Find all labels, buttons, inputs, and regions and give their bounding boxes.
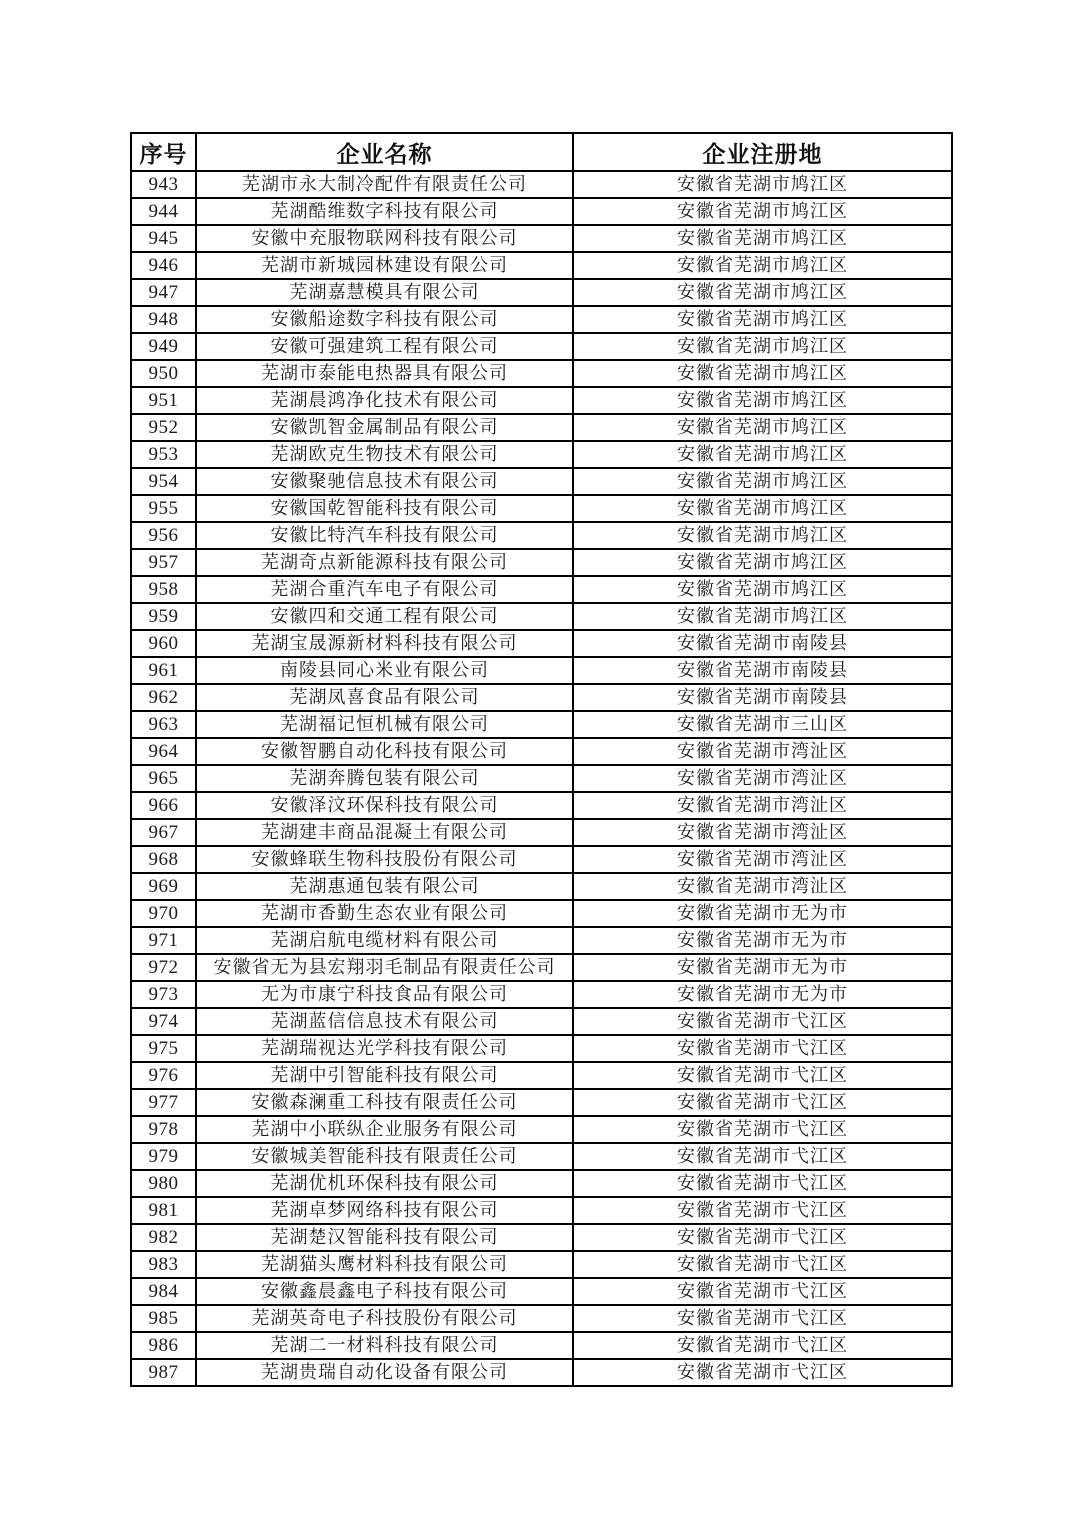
registration-location: 安徽省芜湖市无为市 <box>573 927 952 954</box>
table-row <box>131 549 952 576</box>
row-index: 955 <box>131 495 196 522</box>
table-row <box>131 1278 952 1305</box>
company-name: 南陵县同心米业有限公司 <box>196 657 573 684</box>
company-name: 安徽智鹏自动化科技有限公司 <box>196 738 573 765</box>
table-row <box>131 306 952 333</box>
registration-location: 安徽省芜湖市弋江区 <box>573 1305 952 1332</box>
registration-location: 安徽省芜湖市南陵县 <box>573 657 952 684</box>
registration-location: 安徽省芜湖市鸠江区 <box>573 576 952 603</box>
row-index: 969 <box>131 873 196 900</box>
registration-location: 安徽省芜湖市弋江区 <box>573 1251 952 1278</box>
company-name: 芜湖奔腾包装有限公司 <box>196 765 573 792</box>
company-name: 芜湖奇点新能源科技有限公司 <box>196 549 573 576</box>
table-row <box>131 333 952 360</box>
company-name: 芜湖市永大制冷配件有限责任公司 <box>196 171 573 198</box>
row-index: 974 <box>131 1008 196 1035</box>
company-name: 安徽蜂联生物科技股份有限公司 <box>196 846 573 873</box>
table-row <box>131 252 952 279</box>
company-name: 芜湖嘉慧模具有限公司 <box>196 279 573 306</box>
table-row <box>131 711 952 738</box>
row-index: 972 <box>131 954 196 981</box>
row-index: 960 <box>131 630 196 657</box>
table-row <box>131 360 952 387</box>
registration-location: 安徽省芜湖市弋江区 <box>573 1170 952 1197</box>
company-name: 芜湖启航电缆材料有限公司 <box>196 927 573 954</box>
row-index: 983 <box>131 1251 196 1278</box>
table-row <box>131 279 952 306</box>
company-name: 芜湖卓梦网络科技有限公司 <box>196 1197 573 1224</box>
table-row <box>131 900 952 927</box>
row-index: 982 <box>131 1224 196 1251</box>
row-index: 964 <box>131 738 196 765</box>
company-name: 芜湖市香勤生态农业有限公司 <box>196 900 573 927</box>
row-index: 944 <box>131 198 196 225</box>
row-index: 976 <box>131 1062 196 1089</box>
table-row <box>131 819 952 846</box>
company-name: 安徽城美智能科技有限责任公司 <box>196 1143 573 1170</box>
company-name: 芜湖市泰能电热器具有限公司 <box>196 360 573 387</box>
table-row <box>131 603 952 630</box>
row-index: 970 <box>131 900 196 927</box>
company-name: 安徽鑫晨鑫电子科技有限公司 <box>196 1278 573 1305</box>
company-name: 芜湖中引智能科技有限公司 <box>196 1062 573 1089</box>
row-index: 947 <box>131 279 196 306</box>
header-row <box>131 133 952 171</box>
row-index: 966 <box>131 792 196 819</box>
company-name: 芜湖惠通包装有限公司 <box>196 873 573 900</box>
row-index: 948 <box>131 306 196 333</box>
registration-location: 安徽省芜湖市鸠江区 <box>573 198 952 225</box>
row-index: 956 <box>131 522 196 549</box>
table-row <box>131 1359 952 1386</box>
row-index: 979 <box>131 1143 196 1170</box>
company-name: 芜湖楚汉智能科技有限公司 <box>196 1224 573 1251</box>
registration-location: 安徽省芜湖市鸠江区 <box>573 387 952 414</box>
registration-location: 安徽省芜湖市鸠江区 <box>573 441 952 468</box>
table-row <box>131 792 952 819</box>
table-row <box>131 387 952 414</box>
company-name: 芜湖蓝信信息技术有限公司 <box>196 1008 573 1035</box>
row-index: 973 <box>131 981 196 1008</box>
registration-location: 安徽省芜湖市无为市 <box>573 981 952 1008</box>
company-name: 安徽船途数字科技有限公司 <box>196 306 573 333</box>
registration-location: 安徽省芜湖市弋江区 <box>573 1278 952 1305</box>
table-row <box>131 225 952 252</box>
registration-location: 安徽省芜湖市湾沚区 <box>573 738 952 765</box>
company-name: 芜湖建丰商品混凝土有限公司 <box>196 819 573 846</box>
registration-location: 安徽省芜湖市弋江区 <box>573 1197 952 1224</box>
company-name: 芜湖酷维数字科技有限公司 <box>196 198 573 225</box>
table-row <box>131 846 952 873</box>
company-name: 芜湖猫头鹰材料科技有限公司 <box>196 1251 573 1278</box>
row-index: 943 <box>131 171 196 198</box>
table-row <box>131 522 952 549</box>
row-index: 985 <box>131 1305 196 1332</box>
registration-location: 安徽省芜湖市鸠江区 <box>573 225 952 252</box>
registration-location: 安徽省芜湖市湾沚区 <box>573 873 952 900</box>
company-name: 安徽省无为县宏翔羽毛制品有限责任公司 <box>196 954 573 981</box>
table-header <box>131 133 952 171</box>
registration-location: 安徽省芜湖市鸠江区 <box>573 171 952 198</box>
row-index: 978 <box>131 1116 196 1143</box>
row-index: 953 <box>131 441 196 468</box>
company-name: 芜湖中小联纵企业服务有限公司 <box>196 1116 573 1143</box>
company-name: 安徽比特汽车科技有限公司 <box>196 522 573 549</box>
table-row <box>131 738 952 765</box>
table-row <box>131 873 952 900</box>
company-name: 安徽可强建筑工程有限公司 <box>196 333 573 360</box>
table-row <box>131 1332 952 1359</box>
company-name: 芜湖市新城园林建设有限公司 <box>196 252 573 279</box>
row-index: 977 <box>131 1089 196 1116</box>
table-row <box>131 1035 952 1062</box>
row-index: 971 <box>131 927 196 954</box>
company-name: 安徽中充服物联网科技有限公司 <box>196 225 573 252</box>
row-index: 959 <box>131 603 196 630</box>
row-index: 945 <box>131 225 196 252</box>
registration-location: 安徽省芜湖市弋江区 <box>573 1062 952 1089</box>
header-company-name: 企业名称 <box>196 133 573 171</box>
registration-location: 安徽省芜湖市无为市 <box>573 954 952 981</box>
company-name: 芜湖贵瑞自动化设备有限公司 <box>196 1359 573 1386</box>
registration-location: 安徽省芜湖市鸠江区 <box>573 333 952 360</box>
row-index: 952 <box>131 414 196 441</box>
company-name: 安徽聚驰信息技术有限公司 <box>196 468 573 495</box>
registration-location: 安徽省芜湖市鸠江区 <box>573 603 952 630</box>
row-index: 975 <box>131 1035 196 1062</box>
table-row <box>131 1116 952 1143</box>
company-name: 芜湖凤喜食品有限公司 <box>196 684 573 711</box>
registration-location: 安徽省芜湖市鸠江区 <box>573 468 952 495</box>
table-row <box>131 954 952 981</box>
table-row <box>131 1305 952 1332</box>
row-index: 984 <box>131 1278 196 1305</box>
registration-location: 安徽省芜湖市湾沚区 <box>573 792 952 819</box>
row-index: 951 <box>131 387 196 414</box>
table-row <box>131 495 952 522</box>
table-row <box>131 1062 952 1089</box>
table-row <box>131 981 952 1008</box>
table-body <box>131 171 952 1386</box>
registration-location: 安徽省芜湖市弋江区 <box>573 1332 952 1359</box>
table-row <box>131 1143 952 1170</box>
table-row <box>131 630 952 657</box>
row-index: 967 <box>131 819 196 846</box>
row-index: 949 <box>131 333 196 360</box>
registration-location: 安徽省芜湖市弋江区 <box>573 1089 952 1116</box>
row-index: 986 <box>131 1332 196 1359</box>
row-index: 981 <box>131 1197 196 1224</box>
registration-location: 安徽省芜湖市鸠江区 <box>573 522 952 549</box>
table-row <box>131 1089 952 1116</box>
company-name: 芜湖宝晟源新材料科技有限公司 <box>196 630 573 657</box>
row-index: 962 <box>131 684 196 711</box>
table-row <box>131 1251 952 1278</box>
row-index: 946 <box>131 252 196 279</box>
row-index: 968 <box>131 846 196 873</box>
company-name: 芜湖福记恒机械有限公司 <box>196 711 573 738</box>
row-index: 987 <box>131 1359 196 1386</box>
registration-location: 安徽省芜湖市鸠江区 <box>573 549 952 576</box>
registration-location: 安徽省芜湖市南陵县 <box>573 684 952 711</box>
table-row <box>131 1224 952 1251</box>
table-row <box>131 198 952 225</box>
company-name: 安徽凯智金属制品有限公司 <box>196 414 573 441</box>
company-name: 芜湖瑞视达光学科技有限公司 <box>196 1035 573 1062</box>
row-index: 965 <box>131 765 196 792</box>
registration-location: 安徽省芜湖市鸠江区 <box>573 495 952 522</box>
table-row <box>131 1197 952 1224</box>
registration-location: 安徽省芜湖市无为市 <box>573 900 952 927</box>
registration-location: 安徽省芜湖市鸠江区 <box>573 252 952 279</box>
registration-location: 安徽省芜湖市弋江区 <box>573 1143 952 1170</box>
table-row <box>131 468 952 495</box>
company-name: 芜湖优机环保科技有限公司 <box>196 1170 573 1197</box>
company-name: 无为市康宁科技食品有限公司 <box>196 981 573 1008</box>
registration-location: 安徽省芜湖市鸠江区 <box>573 414 952 441</box>
table-row <box>131 927 952 954</box>
registration-location: 安徽省芜湖市湾沚区 <box>573 819 952 846</box>
row-index: 963 <box>131 711 196 738</box>
row-index: 954 <box>131 468 196 495</box>
company-name: 安徽国乾智能科技有限公司 <box>196 495 573 522</box>
table-row <box>131 1008 952 1035</box>
row-index: 957 <box>131 549 196 576</box>
table-row <box>131 576 952 603</box>
registration-location: 安徽省芜湖市鸠江区 <box>573 279 952 306</box>
registration-location: 安徽省芜湖市弋江区 <box>573 1035 952 1062</box>
company-name: 安徽泽汶环保科技有限公司 <box>196 792 573 819</box>
registration-location: 安徽省芜湖市湾沚区 <box>573 846 952 873</box>
row-index: 958 <box>131 576 196 603</box>
row-index: 961 <box>131 657 196 684</box>
header-index: 序号 <box>131 133 196 171</box>
company-name: 芜湖欧克生物技术有限公司 <box>196 441 573 468</box>
company-name: 芜湖英奇电子科技股份有限公司 <box>196 1305 573 1332</box>
table-row <box>131 657 952 684</box>
company-registry-table <box>130 132 953 1387</box>
company-name: 安徽四和交通工程有限公司 <box>196 603 573 630</box>
registration-location: 安徽省芜湖市三山区 <box>573 711 952 738</box>
table-row <box>131 765 952 792</box>
table-row <box>131 1170 952 1197</box>
company-name: 安徽森澜重工科技有限责任公司 <box>196 1089 573 1116</box>
row-index: 980 <box>131 1170 196 1197</box>
company-name: 芜湖合重汽车电子有限公司 <box>196 576 573 603</box>
table-row <box>131 414 952 441</box>
registration-location: 安徽省芜湖市弋江区 <box>573 1116 952 1143</box>
table-row <box>131 171 952 198</box>
registration-location: 安徽省芜湖市湾沚区 <box>573 765 952 792</box>
company-name: 芜湖二一材料科技有限公司 <box>196 1332 573 1359</box>
registration-location: 安徽省芜湖市南陵县 <box>573 630 952 657</box>
registration-location: 安徽省芜湖市鸠江区 <box>573 360 952 387</box>
table-row <box>131 684 952 711</box>
registration-location: 安徽省芜湖市弋江区 <box>573 1359 952 1386</box>
row-index: 950 <box>131 360 196 387</box>
company-name: 芜湖晨鸿净化技术有限公司 <box>196 387 573 414</box>
registration-location: 安徽省芜湖市弋江区 <box>573 1008 952 1035</box>
registration-location: 安徽省芜湖市弋江区 <box>573 1224 952 1251</box>
header-registration-location: 企业注册地 <box>573 133 952 171</box>
table-row <box>131 441 952 468</box>
registration-location: 安徽省芜湖市鸠江区 <box>573 306 952 333</box>
